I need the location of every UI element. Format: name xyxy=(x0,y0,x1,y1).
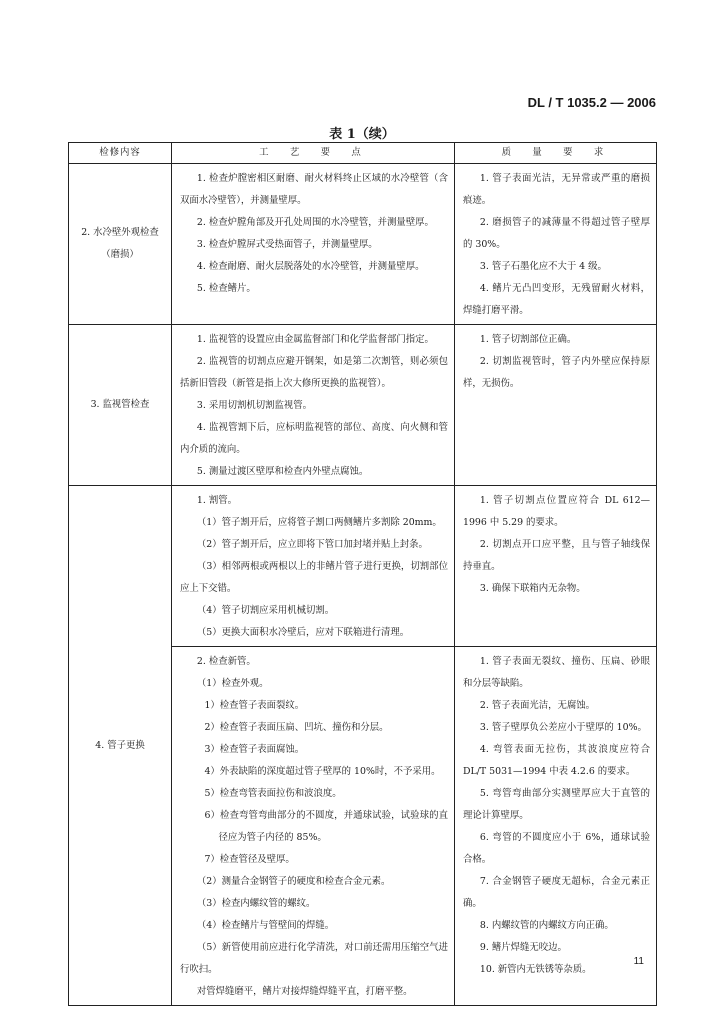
process-line: 2. 检查新管。 xyxy=(196,656,256,667)
process-check-line: 1）检查管子表面裂纹。 xyxy=(204,700,305,711)
column-header-quality: 质 量 要 求 xyxy=(455,143,657,164)
process-check-line: 5）检查弯管表面拉伤和波浪度。 xyxy=(204,788,342,799)
process-check-line: 6）检查弯管弯曲部分的不圆度，并通球试验，试验球的直径应为管子内径的 85%。 xyxy=(204,810,448,843)
table-row xyxy=(69,325,657,486)
quality-cell xyxy=(455,325,657,486)
process-line: 1. 检查炉膛密相区耐磨、耐火材料终止区域的水冷壁管（含双面水冷壁管），并测量壁厚。 xyxy=(180,173,448,206)
quality-line: 4. 鳍片无凸凹变形，无残留耐火材料，焊缝打磨平滑。 xyxy=(463,283,650,316)
process-line: 1. 割管。 xyxy=(196,495,237,506)
quality-line: 1. 管子切割点位置应符合 DL 612—1996 中 5.29 的要求。 xyxy=(463,495,650,528)
process-line: 5. 测量过渡区壁厚和检查内外壁点腐蚀。 xyxy=(196,466,369,477)
table-row xyxy=(69,164,657,325)
process-cell xyxy=(172,325,455,486)
item-cell: 4. 管子更换 xyxy=(69,486,172,1006)
quality-line: 10. 新管内无铁锈等杂质。 xyxy=(479,964,592,975)
process-line: （3）相邻两根或两根以上的非鳍片管子进行更换，切割部位应上下交错。 xyxy=(180,561,448,594)
quality-line: 2. 切割点开口应平整，且与管子轴线保持垂直。 xyxy=(463,539,650,572)
process-line: （1）管子割开后，应将管子割口两侧鳍片多割除 20mm。 xyxy=(196,517,442,528)
process-line: 5. 检查鳍片。 xyxy=(196,283,256,294)
process-check-line: 7）检查管径及壁厚。 xyxy=(204,854,295,865)
process-check-line: 3）检查管子表面腐蚀。 xyxy=(204,744,305,755)
quality-line: 8. 内螺纹管的内螺纹方向正确。 xyxy=(479,920,614,931)
process-line: （5）新管使用前应进行化学清洗，对口前还需用压缩空气进行吹扫。 xyxy=(180,942,448,975)
quality-line: 2. 切割监视管时，管子内外壁应保持原样，无损伤。 xyxy=(463,356,650,389)
process-line: 1. 监视管的设置应由金属监督部门和化学监督部门指定。 xyxy=(196,334,434,345)
process-line: 对管焊缝磨平，鳍片对接焊缝焊缝平直，打磨平整。 xyxy=(196,986,413,997)
process-line: 4. 监视管割下后，应标明监视管的部位、高度、向火侧和管内介质的流向。 xyxy=(180,422,448,455)
quality-line: 6. 弯管的不圆度应小于 6%，通球试验合格。 xyxy=(463,832,650,865)
quality-cell xyxy=(455,486,657,647)
document-code: DL / T 1035.2 — 2006 xyxy=(527,95,656,110)
process-line: （1）检查外观。 xyxy=(196,678,269,689)
quality-line: 1. 管子切割部位正确。 xyxy=(479,334,577,345)
process-check-line: 2）检查管子表面压扁、凹坑、撞伤和分层。 xyxy=(204,722,389,733)
column-header-item: 检修内容 xyxy=(69,143,172,164)
process-cell xyxy=(172,486,455,647)
process-line: 3. 检查炉膛屏式受热面管子，并测量壁厚。 xyxy=(196,239,378,250)
table-row xyxy=(69,486,657,647)
quality-cell xyxy=(455,164,657,325)
quality-line: 7. 合金钢管子硬度无超标，合金元素正确。 xyxy=(463,876,650,909)
quality-line: 9. 鳍片焊缝无咬边。 xyxy=(479,942,567,953)
table-header-row xyxy=(69,143,657,164)
process-line: 4. 检查耐磨、耐火层脱落处的水冷壁管，并测量壁厚。 xyxy=(196,261,425,272)
quality-line: 5. 弯管弯曲部分实测壁厚应大于直管的理论计算壁厚。 xyxy=(463,788,650,821)
quality-line: 2. 管子表面光洁，无腐蚀。 xyxy=(479,700,595,711)
process-line: （2）管子割开后，应立即将下管口加封堵并贴上封条。 xyxy=(196,539,428,550)
quality-line: 2. 磨损管子的减薄量不得超过管子壁厚的 30%。 xyxy=(463,217,650,250)
quality-line: 1. 管子表面光洁，无异常或严重的磨损痕迹。 xyxy=(463,173,650,206)
quality-line: 1. 管子表面无裂纹、撞伤、压扁、砂眼和分层等缺陷。 xyxy=(463,656,650,689)
process-line: 2. 监视管的切割点应避开钢架，如是第二次割管，则必须包括新旧管段（新管是指上次大修所更换的监视管）。 xyxy=(180,356,448,389)
quality-line: 3. 管子壁厚负公差应小于壁厚的 10%。 xyxy=(479,722,647,733)
page-number: 11 xyxy=(633,956,644,967)
quality-cell xyxy=(455,647,657,1006)
quality-line: 3. 管子石墨化应不大于 4 级。 xyxy=(479,261,607,272)
process-cell xyxy=(172,647,455,1006)
column-header-process: 工 艺 要 点 xyxy=(172,143,455,164)
process-check-line: 4）外表缺陷的深度超过管子壁厚的 10%时，不予采用。 xyxy=(204,766,441,777)
quality-line: 3. 确保下联箱内无杂物。 xyxy=(479,583,586,594)
table-title: 表 1（续） xyxy=(329,127,395,142)
maintenance-table xyxy=(68,142,657,1006)
item-cell: 3. 监视管检查 xyxy=(69,325,172,486)
process-line: 2. 检查炉膛角部及开孔处周围的水冷壁管，并测量壁厚。 xyxy=(196,217,434,228)
item-cell: 2. 水冷壁外观检查（磨损） xyxy=(69,164,172,325)
process-line: （5）更换大面积水冷壁后，应对下联箱进行清理。 xyxy=(196,627,410,638)
process-cell xyxy=(172,164,455,325)
process-line: 3. 采用切割机切割监视管。 xyxy=(196,400,312,411)
process-line: （2）测量合金钢管子的硬度和检查合金元素。 xyxy=(196,876,391,887)
process-line: （4）管子切割应采用机械切割。 xyxy=(196,605,335,616)
quality-line: 4. 弯管表面无拉伤，其波浪度应符合DL/T 5031—1994 中表 4.2.6 的要求。 xyxy=(463,744,650,777)
process-line: （4）检查鳍片与管壁间的焊缝。 xyxy=(196,920,335,931)
process-line: （3）检查内螺纹管的螺纹。 xyxy=(196,898,316,909)
